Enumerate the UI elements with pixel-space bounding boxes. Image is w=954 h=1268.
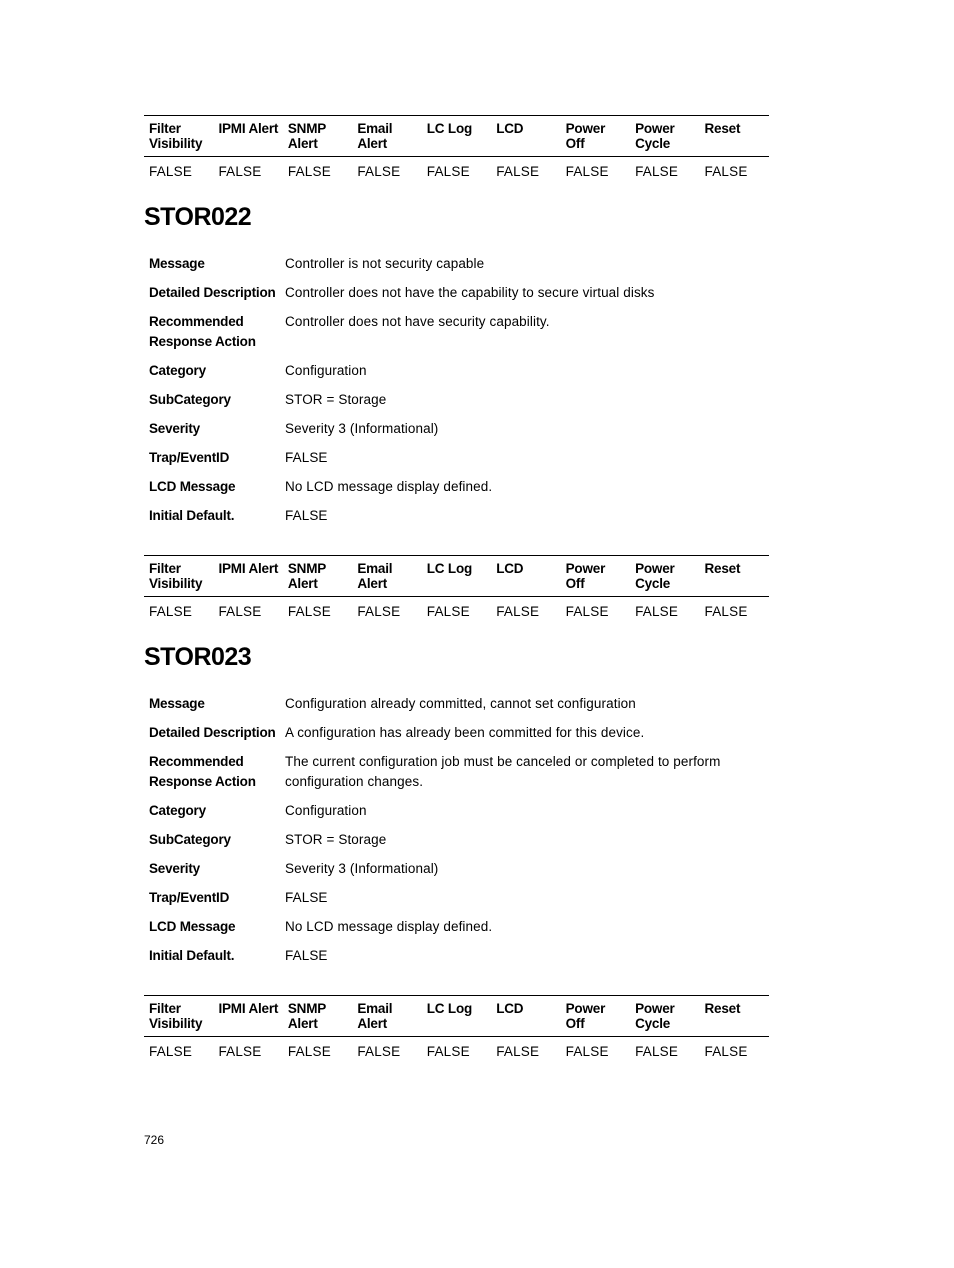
prop-value: Severity 3 (Informational) (285, 860, 439, 876)
prop-value: Controller does not have the capability to secure virtual disks (285, 285, 655, 300)
prop-row-lcd-message (144, 477, 794, 506)
page-number: 726 (144, 1133, 165, 1147)
value-cell: FALSE (218, 1043, 262, 1059)
value-cell: FALSE (704, 1043, 748, 1059)
prop-row-category (144, 801, 794, 830)
value-cell: FALSE (149, 163, 193, 179)
prop-value: FALSE (285, 947, 328, 963)
section-title: STOR022 (144, 203, 252, 231)
prop-label: Message (149, 696, 205, 711)
value-cell: FALSE (287, 163, 331, 179)
value-cell: FALSE (287, 1043, 331, 1059)
stor023-actions-block (144, 995, 769, 1065)
value-cell: FALSE (426, 1043, 470, 1059)
value-cell: FALSE (357, 603, 401, 619)
header-snmp-alert: SNMP Alert (287, 561, 326, 591)
prop-row-detailed-description (144, 723, 794, 752)
actions-header-row (144, 116, 769, 157)
header-email-alert: Email Alert (357, 121, 393, 151)
stor022-actions-block (144, 555, 769, 625)
value-cell: FALSE (635, 163, 679, 179)
value-cell: FALSE (357, 1043, 401, 1059)
value-cell: FALSE (357, 163, 401, 179)
prop-value: FALSE (285, 507, 328, 523)
prop-row-message (144, 254, 794, 283)
value-cell: FALSE (565, 1043, 609, 1059)
prop-label: Category (149, 362, 206, 378)
prop-value: Controller does not have security capability. (285, 314, 550, 329)
value-cell: FALSE (426, 603, 470, 619)
top-actions-block (144, 115, 769, 185)
header-ipmi-alert: IPMI Alert (218, 121, 279, 136)
prop-value: Severity 3 (Informational) (285, 420, 439, 436)
prop-row-lcd-message (144, 917, 794, 946)
prop-label: Recommended Response Action (149, 314, 256, 349)
actions-header-row (144, 996, 769, 1037)
prop-value: No LCD message display defined. (285, 478, 493, 494)
value-cell: FALSE (218, 603, 262, 619)
prop-label: Recommended Response Action (149, 754, 256, 789)
header-reset: Reset (704, 561, 741, 576)
header-snmp-alert: SNMP Alert (287, 121, 326, 151)
header-lcd: LCD (496, 1001, 524, 1016)
prop-label: LCD Message (149, 918, 236, 934)
prop-row-initial-default (144, 946, 794, 975)
header-lc-log: LC Log (426, 561, 473, 576)
prop-label: Severity (149, 420, 200, 436)
prop-label: LCD Message (149, 478, 236, 494)
prop-row-severity (144, 859, 794, 888)
top-actions-table (144, 115, 769, 185)
header-power-off: Power Off (565, 1001, 606, 1031)
value-cell: FALSE (218, 163, 262, 179)
value-cell: FALSE (496, 603, 540, 619)
header-email-alert: Email Alert (357, 1001, 393, 1031)
prop-label: Initial Default. (149, 507, 235, 523)
value-cell: FALSE (149, 1043, 193, 1059)
actions-value-row (144, 157, 769, 186)
header-lcd: LCD (496, 561, 524, 576)
section-title: STOR023 (144, 643, 252, 671)
prop-label: Trap/EventID (149, 449, 230, 465)
value-cell: FALSE (704, 163, 748, 179)
prop-row-detailed-description (144, 283, 794, 312)
header-ipmi-alert: IPMI Alert (218, 1001, 279, 1016)
prop-label: Trap/EventID (149, 889, 230, 905)
prop-row-severity (144, 419, 794, 448)
header-power-cycle: Power Cycle (635, 1001, 675, 1031)
prop-value: The current configuration job must be canceled or completed to perform configuration changes. (285, 754, 721, 789)
prop-value: FALSE (285, 889, 328, 905)
value-cell: FALSE (496, 1043, 540, 1059)
header-reset: Reset (704, 1001, 741, 1016)
header-email-alert: Email Alert (357, 561, 393, 591)
prop-row-trap-eventid (144, 448, 794, 477)
prop-label: Severity (149, 860, 200, 876)
prop-row-recommended-response-action (144, 312, 794, 361)
section-stor023 (144, 642, 794, 975)
value-cell: FALSE (287, 603, 331, 619)
prop-value: STOR = Storage (285, 831, 387, 847)
prop-value: Configuration (285, 802, 367, 818)
prop-value: FALSE (285, 449, 328, 465)
prop-row-initial-default (144, 506, 794, 535)
prop-label: Detailed Description (149, 725, 276, 740)
prop-value: A configuration has already been committed for this device. (285, 725, 645, 740)
value-cell: FALSE (149, 603, 193, 619)
value-cell: FALSE (496, 163, 540, 179)
header-filter-visibility: Filter Visibility (149, 121, 203, 151)
value-cell: FALSE (426, 163, 470, 179)
prop-row-trap-eventid (144, 888, 794, 917)
properties-table (144, 254, 794, 535)
prop-label: SubCategory (149, 391, 231, 407)
header-power-off: Power Off (565, 561, 606, 591)
value-cell: FALSE (635, 1043, 679, 1059)
prop-value: Configuration (285, 362, 367, 378)
prop-value: STOR = Storage (285, 391, 387, 407)
header-lc-log: LC Log (426, 1001, 473, 1016)
header-lcd: LCD (496, 121, 524, 136)
value-cell: FALSE (565, 163, 609, 179)
value-cell: FALSE (635, 603, 679, 619)
prop-label: Category (149, 802, 206, 818)
prop-row-subcategory (144, 390, 794, 419)
prop-row-message (144, 694, 794, 723)
value-cell: FALSE (704, 603, 748, 619)
prop-label: SubCategory (149, 831, 231, 847)
header-power-cycle: Power Cycle (635, 121, 675, 151)
prop-row-recommended-response-action (144, 752, 794, 801)
prop-label: Initial Default. (149, 947, 235, 963)
prop-value: Configuration already committed, cannot set configuration (285, 696, 636, 711)
header-lc-log: LC Log (426, 121, 473, 136)
prop-row-subcategory (144, 830, 794, 859)
actions-value-row (144, 1037, 769, 1066)
stor023-actions-table (144, 995, 769, 1065)
header-reset: Reset (704, 121, 741, 136)
header-power-off: Power Off (565, 121, 606, 151)
properties-table (144, 694, 794, 975)
header-filter-visibility: Filter Visibility (149, 1001, 203, 1031)
header-snmp-alert: SNMP Alert (287, 1001, 326, 1031)
section-stor022 (144, 202, 794, 535)
header-ipmi-alert: IPMI Alert (218, 561, 279, 576)
prop-value: Controller is not security capable (285, 256, 485, 271)
value-cell: FALSE (565, 603, 609, 619)
prop-label: Message (149, 256, 205, 271)
actions-header-row (144, 556, 769, 597)
prop-row-category (144, 361, 794, 390)
actions-value-row (144, 597, 769, 626)
prop-label: Detailed Description (149, 285, 276, 300)
header-filter-visibility: Filter Visibility (149, 561, 203, 591)
prop-value: No LCD message display defined. (285, 918, 493, 934)
stor022-actions-table (144, 555, 769, 625)
header-power-cycle: Power Cycle (635, 561, 675, 591)
